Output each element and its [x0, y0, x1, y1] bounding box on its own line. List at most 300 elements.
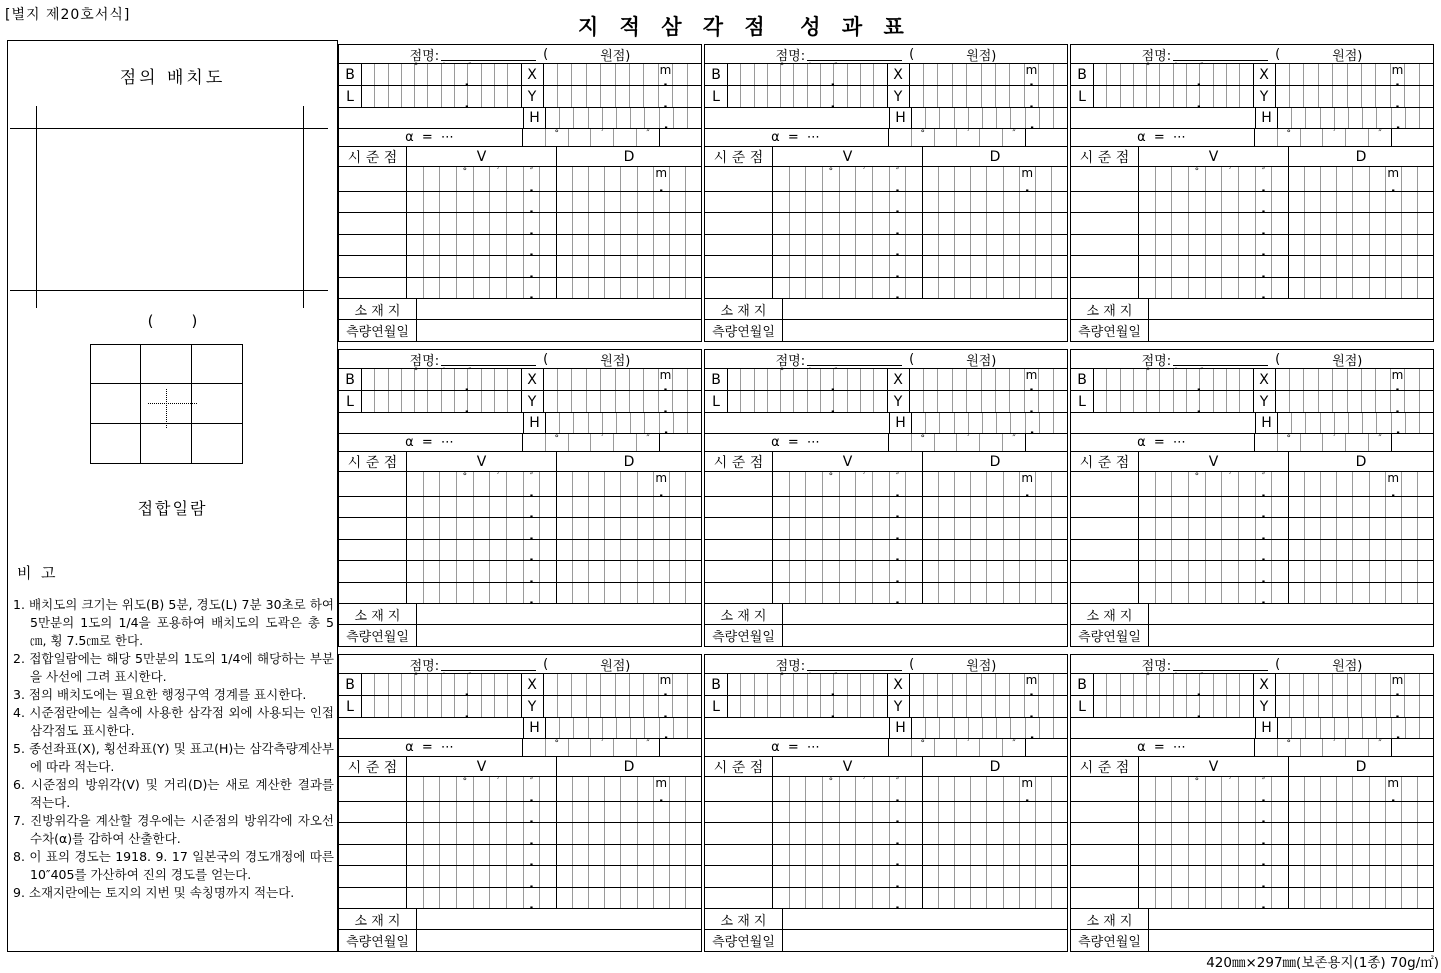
grid-cell[interactable]: [1386, 776, 1402, 806]
grid-cell[interactable]: [490, 802, 507, 822]
grid-cell[interactable]: [1206, 256, 1223, 276]
grid-cell[interactable]: [1139, 583, 1156, 603]
grid-cell[interactable]: [823, 278, 840, 298]
grid-cell[interactable]: [407, 561, 424, 581]
grid-cell[interactable]: [670, 823, 686, 843]
grid-cell[interactable]: [1353, 472, 1369, 496]
grid-cell[interactable]: [616, 86, 630, 107]
grid-cell[interactable]: [589, 888, 605, 908]
grid-cell[interactable]: [474, 888, 491, 908]
grid-cell[interactable]: [1376, 696, 1390, 717]
sight-point-field[interactable]: [1071, 278, 1139, 298]
grid-cell[interactable]: [1004, 256, 1020, 276]
grid-cell[interactable]: [971, 192, 987, 212]
grid-cell[interactable]: [1370, 256, 1386, 276]
grid-cell[interactable]: [440, 866, 457, 886]
grid-cell[interactable]: [1200, 86, 1213, 107]
grid-cell[interactable]: [971, 235, 987, 255]
grid-cell[interactable]: [1139, 192, 1156, 212]
grid-cell[interactable]: [926, 413, 940, 433]
grid-cell[interactable]: [1156, 583, 1173, 603]
grid-cell[interactable]: [490, 256, 507, 276]
grid-cell[interactable]: [1020, 235, 1036, 255]
grid-cell[interactable]: [969, 413, 983, 433]
grid-cell[interactable]: [546, 718, 560, 738]
grid-cell[interactable]: [1189, 472, 1206, 496]
grid-cell[interactable]: [540, 823, 556, 843]
grid-cell[interactable]: [861, 64, 874, 85]
grid-cell[interactable]: [605, 823, 621, 843]
grid-cell[interactable]: [906, 583, 922, 603]
grid-cell[interactable]: [821, 672, 838, 700]
grid-cell[interactable]: [1386, 518, 1402, 538]
grid-cell[interactable]: [1107, 674, 1120, 695]
grid-cell[interactable]: [407, 518, 424, 538]
grid-cell[interactable]: [768, 696, 781, 717]
grid-cell[interactable]: [1292, 413, 1306, 433]
grid-cell[interactable]: [1289, 802, 1305, 822]
grid-cell[interactable]: [971, 256, 987, 276]
grid-cell[interactable]: [996, 86, 1010, 107]
grid-cell[interactable]: [1323, 129, 1346, 146]
grid-cell[interactable]: [654, 256, 670, 276]
grid-cell[interactable]: [856, 518, 873, 538]
grid-cell[interactable]: [1239, 561, 1256, 581]
grid-cell[interactable]: [1052, 845, 1067, 865]
grid-cell[interactable]: [674, 413, 688, 433]
grid-cell[interactable]: [823, 497, 840, 517]
grid-cell[interactable]: [773, 540, 790, 560]
grid-cell[interactable]: [873, 823, 890, 843]
grid-cell[interactable]: [557, 497, 573, 517]
grid-cell[interactable]: [1020, 583, 1036, 603]
grid-cell[interactable]: [1346, 434, 1369, 451]
grid-cell[interactable]: [638, 802, 654, 822]
grid-cell[interactable]: [507, 256, 524, 276]
grid-cell[interactable]: [1107, 64, 1120, 85]
grid-cell[interactable]: [688, 108, 701, 128]
origin-field[interactable]: [914, 354, 966, 364]
grid-cell[interactable]: [407, 802, 424, 822]
grid-cell[interactable]: [856, 540, 873, 560]
grid-cell[interactable]: [1377, 718, 1391, 738]
grid-cell[interactable]: [560, 413, 574, 433]
grid-cell[interactable]: [407, 278, 424, 298]
grid-cell[interactable]: [1319, 391, 1333, 412]
grid-cell[interactable]: [773, 845, 790, 865]
grid-cell[interactable]: [1222, 213, 1239, 233]
grid-cell[interactable]: [407, 235, 424, 255]
grid-cell[interactable]: [601, 64, 615, 85]
grid-cell[interactable]: [840, 256, 857, 276]
grid-cell[interactable]: [616, 696, 630, 717]
grid-cell[interactable]: [654, 213, 670, 233]
grid-cell[interactable]: [924, 674, 938, 695]
grid-cell[interactable]: [1004, 866, 1020, 886]
grid-cell[interactable]: [508, 391, 520, 412]
grid-cell[interactable]: [375, 369, 388, 390]
grid-cell[interactable]: [544, 64, 558, 85]
grid-cell[interactable]: [1321, 583, 1337, 603]
grid-cell[interactable]: [856, 802, 873, 822]
grid-cell[interactable]: [616, 674, 630, 695]
grid-cell[interactable]: [987, 278, 1003, 298]
grid-cell[interactable]: [1020, 213, 1036, 233]
grid-cell[interactable]: [508, 64, 520, 85]
grid-cell[interactable]: [856, 561, 873, 581]
grid-cell[interactable]: [1402, 192, 1418, 212]
grid-cell[interactable]: [808, 696, 821, 717]
grid-cell[interactable]: [840, 823, 857, 843]
grid-cell[interactable]: [1418, 866, 1433, 886]
grid-cell[interactable]: [1290, 674, 1304, 695]
grid-cell[interactable]: [1054, 718, 1067, 738]
sight-point-field[interactable]: [705, 167, 773, 191]
location-field[interactable]: [1149, 909, 1433, 929]
grid-cell[interactable]: [823, 518, 840, 538]
grid-cell[interactable]: [644, 369, 658, 390]
grid-cell[interactable]: [1222, 561, 1239, 581]
grid-cell[interactable]: [790, 472, 807, 496]
grid-cell[interactable]: [1036, 823, 1052, 843]
grid-cell[interactable]: [573, 518, 589, 538]
grid-cell[interactable]: [402, 86, 415, 107]
sight-point-field[interactable]: [705, 497, 773, 517]
grid-cell[interactable]: [1305, 518, 1321, 538]
grid-cell[interactable]: [574, 413, 588, 433]
grid-cell[interactable]: [955, 278, 971, 298]
grid-cell[interactable]: [1174, 86, 1187, 107]
grid-cell[interactable]: [1418, 235, 1433, 255]
grid-cell[interactable]: [605, 518, 621, 538]
grid-cell[interactable]: [686, 866, 701, 886]
grid-cell[interactable]: [939, 518, 955, 538]
grid-cell[interactable]: [967, 64, 981, 85]
grid-cell[interactable]: [1337, 845, 1353, 865]
grid-cell[interactable]: [1156, 213, 1173, 233]
grid-cell[interactable]: [1370, 802, 1386, 822]
grid-cell[interactable]: [912, 413, 926, 433]
grid-cell[interactable]: [1386, 471, 1402, 501]
grid-cell[interactable]: [1346, 129, 1369, 146]
grid-cell[interactable]: [1337, 823, 1353, 843]
grid-cell[interactable]: [482, 674, 495, 695]
grid-cell[interactable]: [940, 108, 954, 128]
grid-cell[interactable]: [923, 278, 939, 298]
grid-cell[interactable]: [768, 672, 785, 695]
grid-cell[interactable]: [482, 86, 495, 107]
grid-cell[interactable]: [630, 674, 644, 695]
grid-cell[interactable]: [1418, 256, 1433, 276]
grid-cell[interactable]: [823, 777, 840, 801]
grid-cell[interactable]: [686, 235, 701, 255]
grid-cell[interactable]: [654, 235, 670, 255]
grid-cell[interactable]: [474, 777, 491, 801]
grid-cell[interactable]: [524, 472, 541, 501]
sight-point-field[interactable]: [339, 167, 407, 191]
grid-cell[interactable]: [1172, 888, 1189, 908]
sight-point-field[interactable]: [339, 777, 407, 801]
grid-cell[interactable]: [806, 583, 823, 603]
grid-cell[interactable]: [1239, 213, 1256, 233]
grid-cell[interactable]: [1335, 108, 1349, 128]
grid-cell[interactable]: [939, 497, 955, 517]
grid-cell[interactable]: [440, 777, 457, 801]
grid-cell[interactable]: [987, 472, 1003, 496]
grid-cell[interactable]: [939, 583, 955, 603]
grid-cell[interactable]: [755, 674, 768, 695]
grid-cell[interactable]: [856, 167, 873, 191]
grid-cell[interactable]: [659, 673, 673, 700]
grid-cell[interactable]: [546, 413, 560, 433]
grid-cell[interactable]: [1349, 108, 1363, 128]
grid-cell[interactable]: [589, 235, 605, 255]
grid-cell[interactable]: [1172, 866, 1189, 886]
grid-cell[interactable]: [1011, 413, 1025, 433]
grid-cell[interactable]: [601, 86, 615, 107]
grid-cell[interactable]: [1289, 866, 1305, 886]
grid-cell[interactable]: [856, 777, 873, 801]
location-field[interactable]: [417, 299, 701, 319]
grid-cell[interactable]: [910, 86, 924, 107]
grid-cell[interactable]: [573, 802, 589, 822]
grid-cell[interactable]: [840, 235, 857, 255]
grid-cell[interactable]: [1172, 497, 1189, 517]
grid-cell[interactable]: [474, 235, 491, 255]
grid-cell[interactable]: [1362, 369, 1376, 390]
grid-cell[interactable]: [1353, 256, 1369, 276]
grid-cell[interactable]: [490, 540, 507, 560]
grid-cell[interactable]: [1321, 213, 1337, 233]
grid-cell[interactable]: [1289, 278, 1305, 298]
grid-cell[interactable]: [1272, 540, 1288, 560]
grid-cell[interactable]: [587, 391, 601, 412]
grid-cell[interactable]: [544, 86, 558, 107]
grid-cell[interactable]: [1222, 167, 1239, 191]
grid-cell[interactable]: [1054, 696, 1067, 717]
grid-cell[interactable]: [806, 497, 823, 517]
grid-cell[interactable]: [790, 518, 807, 538]
grid-cell[interactable]: [955, 845, 971, 865]
survey-date-field[interactable]: [417, 930, 701, 951]
grid-cell[interactable]: [1290, 86, 1304, 107]
grid-cell[interactable]: [617, 718, 631, 738]
grid-cell[interactable]: [790, 497, 807, 517]
grid-cell[interactable]: [573, 213, 589, 233]
grid-cell[interactable]: [1337, 278, 1353, 298]
grid-cell[interactable]: [507, 866, 524, 886]
grid-cell[interactable]: [507, 777, 524, 801]
grid-cell[interactable]: [557, 777, 573, 801]
grid-cell[interactable]: [938, 696, 952, 717]
grid-cell[interactable]: [507, 235, 524, 255]
sight-point-field[interactable]: [1071, 540, 1139, 560]
grid-cell[interactable]: [1306, 718, 1320, 738]
grid-cell[interactable]: [1134, 62, 1151, 85]
grid-cell[interactable]: [967, 674, 981, 695]
grid-cell[interactable]: [1377, 413, 1391, 433]
grid-cell[interactable]: [1405, 674, 1419, 695]
sight-point-field[interactable]: [1071, 518, 1139, 538]
grid-cell[interactable]: [873, 866, 890, 886]
grid-cell[interactable]: [1353, 518, 1369, 538]
grid-cell[interactable]: [1206, 583, 1223, 603]
point-name-field[interactable]: [1173, 658, 1268, 671]
grid-cell[interactable]: [424, 518, 441, 538]
grid-cell[interactable]: [540, 888, 556, 908]
grid-cell[interactable]: [686, 802, 701, 822]
grid-cell[interactable]: [474, 192, 491, 212]
grid-cell[interactable]: [1121, 369, 1134, 390]
grid-cell[interactable]: [415, 86, 428, 107]
grid-cell[interactable]: [1139, 777, 1156, 801]
grid-cell[interactable]: [638, 278, 654, 298]
grid-cell[interactable]: [654, 278, 670, 298]
grid-cell[interactable]: [457, 540, 474, 560]
grid-cell[interactable]: [1370, 167, 1386, 191]
grid-cell[interactable]: [1321, 802, 1337, 822]
grid-cell[interactable]: [589, 845, 605, 865]
grid-cell[interactable]: [637, 739, 659, 756]
grid-cell[interactable]: [971, 777, 987, 801]
grid-cell[interactable]: [728, 674, 741, 695]
grid-cell[interactable]: [605, 888, 621, 908]
grid-cell[interactable]: [873, 278, 890, 298]
grid-cell[interactable]: [440, 192, 457, 212]
grid-cell[interactable]: [856, 256, 873, 276]
grid-cell[interactable]: [1189, 802, 1206, 822]
grid-cell[interactable]: [1004, 777, 1020, 801]
grid-cell[interactable]: [1304, 86, 1318, 107]
grid-cell[interactable]: [923, 777, 939, 801]
grid-cell[interactable]: [557, 802, 573, 822]
grid-cell[interactable]: [407, 540, 424, 560]
grid-cell[interactable]: [1121, 674, 1134, 695]
grid-cell[interactable]: [573, 235, 589, 255]
grid-cell[interactable]: [790, 823, 807, 843]
grid-cell[interactable]: [924, 369, 938, 390]
grid-cell[interactable]: [1214, 369, 1227, 390]
origin-field[interactable]: [1280, 354, 1332, 364]
grid-cell[interactable]: [873, 802, 890, 822]
grid-cell[interactable]: [1305, 192, 1321, 212]
grid-cell[interactable]: [1369, 129, 1391, 146]
grid-cell[interactable]: [1004, 540, 1020, 560]
grid-cell[interactable]: [1052, 192, 1067, 212]
grid-cell[interactable]: [939, 167, 955, 191]
grid-cell[interactable]: [631, 413, 645, 433]
grid-cell[interactable]: [794, 62, 811, 85]
grid-cell[interactable]: [1227, 696, 1240, 717]
grid-cell[interactable]: [856, 823, 873, 843]
grid-cell[interactable]: [840, 888, 857, 908]
grid-cell[interactable]: [440, 472, 457, 496]
grid-cell[interactable]: [983, 413, 997, 433]
grid-cell[interactable]: [1301, 129, 1324, 146]
grid-cell[interactable]: [1189, 561, 1206, 581]
grid-cell[interactable]: [523, 739, 546, 756]
grid-cell[interactable]: [616, 64, 630, 85]
grid-cell[interactable]: [848, 64, 861, 85]
grid-cell[interactable]: [686, 888, 701, 908]
grid-cell[interactable]: [1054, 64, 1067, 85]
grid-cell[interactable]: [674, 108, 688, 128]
grid-cell[interactable]: [424, 192, 441, 212]
grid-cell[interactable]: [482, 369, 495, 390]
grid-cell[interactable]: [1418, 777, 1433, 801]
survey-date-field[interactable]: [1149, 625, 1433, 646]
grid-cell[interactable]: [1377, 108, 1391, 128]
sight-point-field[interactable]: [1071, 213, 1139, 233]
grid-cell[interactable]: [955, 888, 971, 908]
grid-cell[interactable]: [507, 213, 524, 233]
grid-cell[interactable]: [457, 472, 474, 496]
grid-cell[interactable]: [1239, 888, 1256, 908]
grid-cell[interactable]: [407, 167, 424, 191]
grid-cell[interactable]: [873, 561, 890, 581]
grid-cell[interactable]: [1290, 64, 1304, 85]
grid-cell[interactable]: [923, 213, 939, 233]
grid-cell[interactable]: [1349, 718, 1363, 738]
grid-cell[interactable]: [440, 256, 457, 276]
grid-cell[interactable]: [1239, 777, 1256, 801]
grid-cell[interactable]: [840, 540, 857, 560]
grid-cell[interactable]: [673, 674, 687, 695]
grid-cell[interactable]: [1139, 866, 1156, 886]
grid-cell[interactable]: [939, 278, 955, 298]
grid-cell[interactable]: [557, 888, 573, 908]
sight-point-field[interactable]: [339, 235, 407, 255]
grid-cell[interactable]: [906, 845, 922, 865]
grid-cell[interactable]: [794, 86, 807, 107]
grid-cell[interactable]: [971, 213, 987, 233]
grid-cell[interactable]: [971, 167, 987, 191]
sight-point-field[interactable]: [339, 845, 407, 865]
grid-cell[interactable]: [741, 64, 754, 85]
origin-field[interactable]: [548, 49, 600, 59]
grid-cell[interactable]: [848, 391, 861, 412]
grid-cell[interactable]: [1337, 497, 1353, 517]
grid-cell[interactable]: [1039, 696, 1053, 717]
grid-cell[interactable]: [1420, 718, 1433, 738]
grid-cell[interactable]: [910, 391, 924, 412]
grid-cell[interactable]: [638, 167, 654, 191]
sight-point-field[interactable]: [339, 866, 407, 886]
grid-cell[interactable]: [495, 86, 508, 107]
grid-cell[interactable]: [924, 64, 938, 85]
grid-cell[interactable]: [587, 696, 601, 717]
sight-point-field[interactable]: [1071, 802, 1139, 822]
grid-cell[interactable]: [1004, 213, 1020, 233]
grid-cell[interactable]: [605, 256, 621, 276]
origin-field[interactable]: [914, 49, 966, 59]
grid-cell[interactable]: [912, 129, 935, 146]
sight-point-field[interactable]: [705, 561, 773, 581]
grid-cell[interactable]: [938, 86, 952, 107]
grid-cell[interactable]: [544, 391, 558, 412]
grid-cell[interactable]: [1239, 278, 1256, 298]
grid-cell[interactable]: [890, 777, 907, 806]
grid-cell[interactable]: [557, 518, 573, 538]
grid-cell[interactable]: [823, 235, 840, 255]
grid-cell[interactable]: [424, 823, 441, 843]
grid-cell[interactable]: [637, 129, 659, 146]
grid-cell[interactable]: [573, 540, 589, 560]
grid-cell[interactable]: [1039, 674, 1053, 695]
grid-cell[interactable]: [440, 561, 457, 581]
grid-cell[interactable]: [1418, 888, 1433, 908]
grid-cell[interactable]: [1402, 777, 1418, 801]
